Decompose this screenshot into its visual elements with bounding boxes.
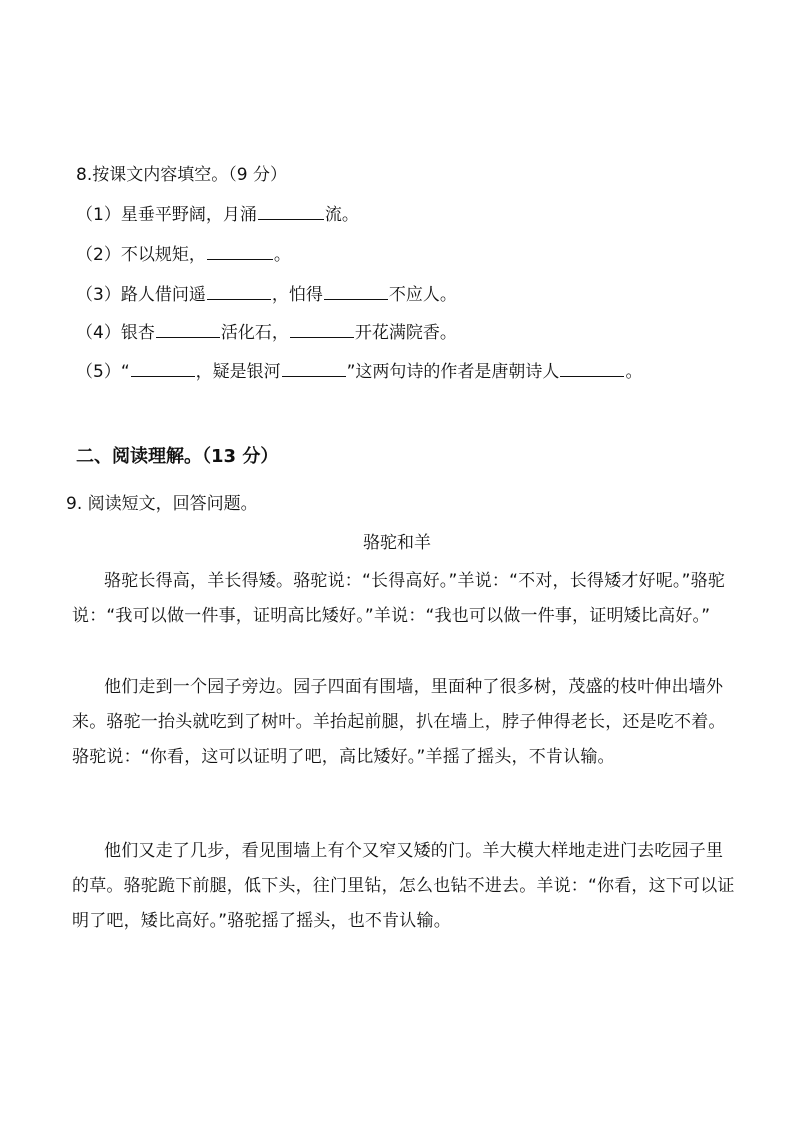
item-text: （3）路人借问遥 [76,285,206,305]
item-text: （2）不以规矩， [76,245,206,265]
question-8-item-4 [76,321,457,345]
passage-paragraph-1: 骆驼长得高，羊长得矮。骆驼说：“长得高好。”羊说：“不对，长得矮才好呢。”骆驼说：“我可以做一件事，证明高比矮好。”羊说：“我也可以做一件事，证明矮比高好。” [72,571,726,626]
answer-blank[interactable] [156,321,220,338]
passage-title: 骆驼和羊 [363,533,431,553]
item-text: ，疑是银河 [195,362,281,382]
question-8-item-3 [76,283,457,307]
item-text: （4）银杏 [76,323,155,343]
answer-blank[interactable] [290,321,354,338]
answer-blank[interactable] [207,283,271,300]
answer-blank[interactable] [324,283,388,300]
item-text: （1）星垂平野阔，月涌 [76,205,257,225]
item-text: ，怕得 [271,285,323,305]
question-8-item-2 [76,243,291,267]
passage-paragraph-2: 他们走到一个园子旁边。园子四面有围墙，里面种了很多树，茂盛的枝叶伸出墙外来。骆驼一抬头就吃到了树叶。羊抬起前腿，扒在墙上，脖子伸得老长，还是吃不着。骆驼说：“你看，这可以证明了吧，高比矮好。”羊摇了摇头，不肯认输。 [72,677,726,767]
section-2-heading: 二、阅读理解。（13 分） [76,446,279,467]
item-text: 。 [625,362,643,382]
item-text: 开花满院香。 [354,323,457,343]
passage-paragraph-3: 他们又走了几步，看见围墙上有个又窄又矮的门。羊大模大样地走进门去吃园子里的草。骆驼跪下前腿，低下头，往门里钻，怎么也钻不进去。羊说：“你看，这下可以证明了吧，矮比高好。”骆驼摇了摇头，也不肯认输。 [72,841,735,931]
question-8-item-5 [76,360,642,384]
answer-blank[interactable] [258,203,324,220]
answer-blank[interactable] [131,360,195,377]
answer-blank[interactable] [207,243,273,260]
answer-blank[interactable] [560,360,624,377]
answer-blank[interactable] [282,360,346,377]
question-8-item-1 [76,203,359,227]
item-text: 不应人。 [388,285,457,305]
item-text: （5）“ [76,362,130,382]
question-9-prompt: 9. 阅读短文，回答问题。 [66,494,258,514]
item-text: ”这两句诗的作者是唐朝诗人 [346,362,560,382]
item-text: 活化石， [220,323,289,343]
item-text: 流。 [324,205,359,225]
question-8-heading: 8.按课文内容填空。（9 分） [76,165,287,185]
item-text: 。 [273,245,291,265]
